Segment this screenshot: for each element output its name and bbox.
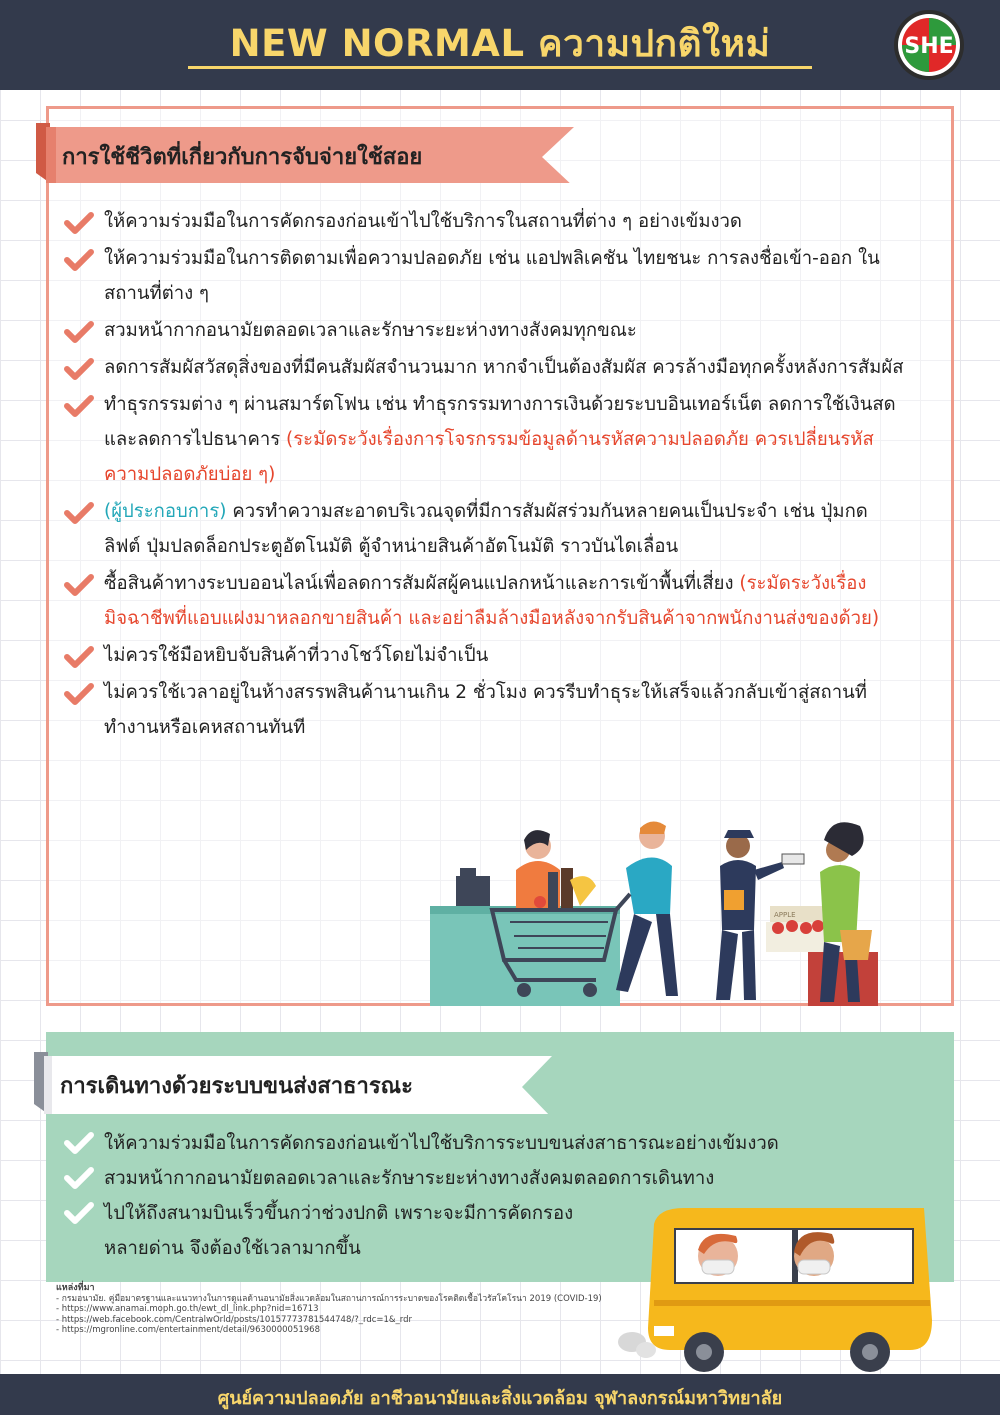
page-title: NEW NORMAL ความปกติใหม่ [229, 22, 771, 65]
source-link[interactable]: - https://mgronline.com/entertainment/detail/9630000051968 [56, 1325, 320, 1335]
check-icon [64, 502, 94, 524]
list-item [64, 566, 904, 636]
section1-heading: การใช้ชีวิตที่เกี่ยวกับการจับจ่ายใช้สอย [62, 145, 423, 170]
list-item [64, 204, 904, 239]
she-logo-icon [892, 8, 966, 82]
check-icon [64, 321, 94, 343]
source-line: - กรมอนามัย. คู่มือมาตรฐานและแนวทางในการดูแลด้านอนามัยสิ่งแวดล้อมในสถานการณ์การระบาดของโรคติดเชื้อไวรัสโคโรนา 2019 (COVID-19) [56, 1293, 602, 1304]
item-text: ควรทำความสะอาดบริเวณจุดที่มีการสัมผัสร่วมกันหลายคนเป็นประจำ เช่น ปุ่มกดลิฟต์ ปุ่มปลดล็อกประตูอัตโนมัติ ตู้จำหน่ายสินค้าอัตโนมัติ ราวบันไดเลื่อน [104, 501, 868, 557]
warning-text: (ระมัดระวังเรื่องการโจรกรรมข้อมูลด้านรหัสความปลอดภัย ควรเปลี่ยนรหัสความปลอดภัยบ่อย ๆ) [104, 429, 874, 485]
list-item [64, 387, 904, 492]
list-item [64, 494, 904, 564]
check-icon [64, 395, 94, 417]
item-text: สวมหน้ากากอนามัยตลอดเวลาและรักษาระยะห่างทางสังคมทุกขณะ [104, 320, 637, 341]
item-text: ทำธุรกรรมต่าง ๆ ผ่านสมาร์ตโฟน เช่น ทำธุรกรรมทางการเงินด้วยระบบอินเทอร์เน็ต ลดการใช้เงินสดและลดการไปธนาคาร [104, 394, 896, 450]
logo-text: SHE [904, 34, 954, 59]
item-text: ให้ความร่วมมือในการคัดกรองก่อนเข้าไปใช้บริการระบบขนส่งสาธารณะอย่างเข้มงวด [104, 1133, 779, 1154]
item-text: ลดการสัมผัสวัสดุสิ่งของที่มีคนสัมผัสจำนวนมาก หากจำเป็นต้องสัมผัส ควรล้างมือทุกครั้งหลังการสัมผัส [104, 357, 904, 378]
basket-icon [840, 930, 872, 960]
item-text: ซื้อสินค้าทางระบบออนไลน์เพื่อลดการสัมผัสผู้คนแปลกหน้าและการเข้าพื้นที่เสี่ยง [104, 573, 740, 594]
check-icon [64, 212, 94, 234]
check-icon [64, 1132, 94, 1154]
sources-title: แหล่งที่มา [56, 1283, 95, 1293]
warning-text: (ระมัดระวังเรื่องมิจฉาชีพที่แอบแฝงมาหลอกขายสินค้า และอย่าลืมล้างมือหลังจากรับสินค้าจากพนักงานส่งของด้วย) [104, 573, 880, 629]
check-icon [64, 1167, 94, 1189]
list-item [64, 350, 904, 385]
sources-block [56, 1283, 616, 1336]
list-item [64, 638, 904, 673]
section2-heading: การเดินทางด้วยระบบขนส่งสาธารณะ [60, 1074, 413, 1099]
bus-illustration [614, 1200, 944, 1378]
item-text: ไปให้ถึงสนามบินเร็วขึ้นกว่าช่วงปกติ เพราะจะมีการคัดกรองหลายด่าน จึงต้องใช้เวลามากขึ้น [104, 1203, 574, 1259]
check-icon [64, 358, 94, 380]
item-text: ให้ความร่วมมือในการติดตามเพื่อความปลอดภัย เช่น แอปพลิเคชัน ไทยชนะ การลงชื่อเข้า-ออก ในสถานที่ต่าง ๆ [104, 248, 880, 304]
list-item [64, 1161, 924, 1196]
title-underline [188, 66, 812, 69]
list-item [64, 1126, 924, 1161]
check-icon [64, 646, 94, 668]
operator-label: (ผู้ประกอบการ) [104, 501, 227, 522]
item-text: ให้ความร่วมมือในการคัดกรองก่อนเข้าไปใช้บริการในสถานที่ต่าง ๆ อย่างเข้มงวด [104, 211, 742, 232]
apple-sign: APPLE [774, 911, 796, 919]
source-link[interactable]: - https://www.anamai.moph.go.th/ewt_dl_link.php?nid=16713 [56, 1304, 319, 1314]
item-text: ไม่ควรใช้มือหยิบจับสินค้าที่วางโชว์โดยไม่จำเป็น [104, 645, 489, 666]
thermometer-icon [782, 854, 804, 864]
list-item [64, 241, 904, 311]
check-icon [64, 1202, 94, 1224]
source-link[interactable]: - https://web.facebook.com/CentralwOrld/posts/10157773781544748/?_rdc=1&_rdr [56, 1314, 413, 1325]
check-icon [64, 249, 94, 271]
list-item [64, 313, 904, 348]
footer-text: ศูนย์ความปลอดภัย อาชีวอนามัยและสิ่งแวดล้อม จุฬาลงกรณ์มหาวิทยาลัย [217, 1388, 783, 1409]
list-item [64, 1196, 604, 1266]
check-icon [64, 574, 94, 596]
list-item [64, 675, 904, 745]
shopping-guidelines-list [64, 204, 904, 747]
item-text: สวมหน้ากากอนามัยตลอดเวลาและรักษาระยะห่างทางสังคมตลอดการเดินทาง [104, 1168, 715, 1189]
shopping-illustration [420, 810, 900, 1006]
item-text: ไม่ควรใช้เวลาอยู่ในห้างสรรพสินค้านานเกิน 2 ชั่วโมง ควรรีบทำธุระให้เสร็จแล้วกลับเข้าสู่สถานที่ทำงานหรือเคหสถานทันที [104, 682, 867, 738]
check-icon [64, 683, 94, 705]
cash-register-icon [456, 876, 490, 906]
